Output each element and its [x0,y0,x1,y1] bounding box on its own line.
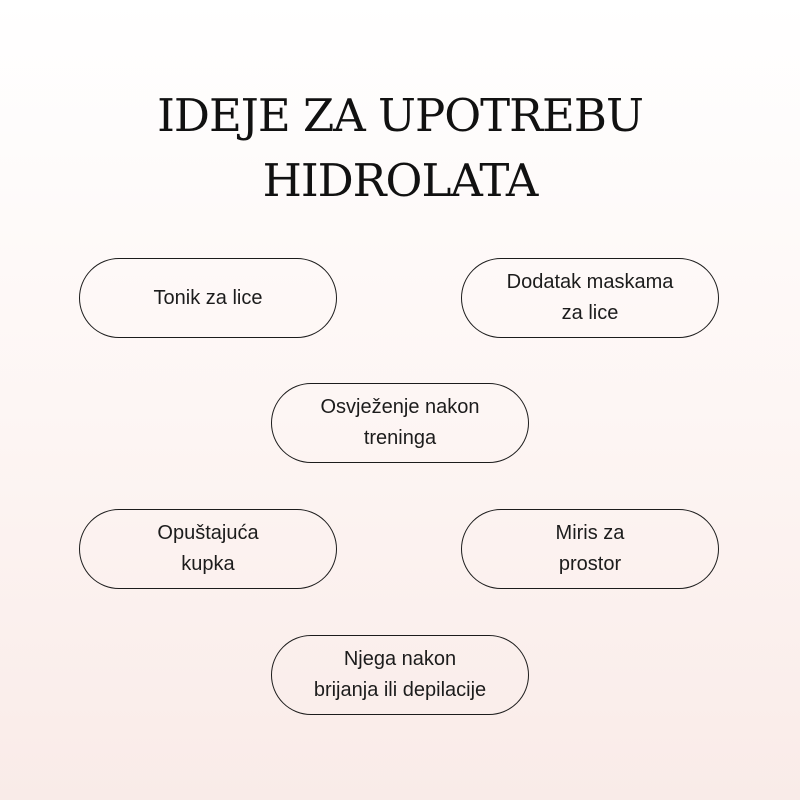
idea-pill-post-workout-refresh [271,383,529,463]
idea-label: Miris za prostor [555,522,625,575]
idea-label: Opuštajuća kupka [157,522,259,575]
idea-pill-face-mask-additive [461,258,719,338]
idea-label: Dodatak maskama za lice [506,271,674,324]
idea-pill-room-scent [461,509,719,589]
idea-label: Njega nakon brijanja ili depilacije [313,648,487,701]
idea-label: Tonik za lice [153,286,263,309]
idea-pill-face-toner [79,258,337,338]
idea-label: Osvježenje nakon treninga [320,396,480,449]
idea-pill-relaxing-bath [79,509,337,589]
page-title-line-2: HIDROLATA [262,154,538,207]
idea-pill-aftershave-care [271,635,529,715]
page-title-line-1: IDEJE ZA UPOTREBU [157,89,643,142]
